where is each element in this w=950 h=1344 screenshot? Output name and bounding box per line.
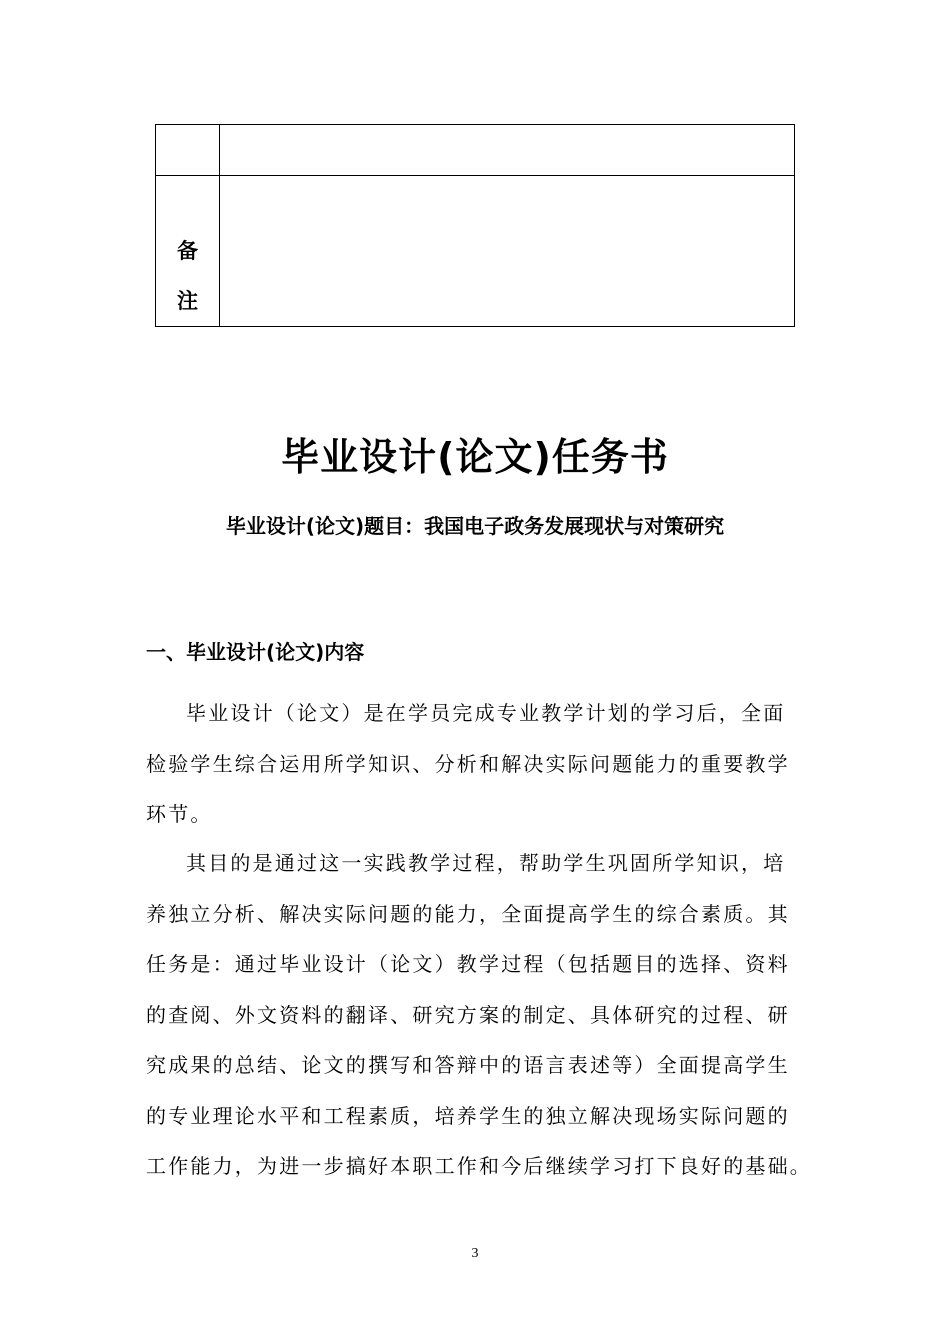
- paragraph-line: 的查阅、外文资料的翻译、研究方案的制定、具体研究的过程、研: [146, 1002, 790, 1027]
- table-row: [156, 125, 795, 176]
- table-cell-empty-content: [220, 125, 795, 176]
- paragraph: [146, 838, 812, 1192]
- paragraph-line: 毕业设计（论文）是在学员完成专业教学计划的学习后，全面: [186, 701, 786, 725]
- section-heading: 一、毕业设计(论文)内容: [146, 640, 365, 664]
- remarks-content-cell: [220, 176, 795, 327]
- table-cell-empty-label: [156, 125, 220, 176]
- paragraph-line: 工作能力，为进一步搞好本职工作和今后继续学习打下良好的基础。: [146, 1154, 812, 1178]
- thesis-topic: 毕业设计(论文)题目：我国电子政务发展现状与对策研究: [225, 514, 725, 538]
- remarks-label-char: 备: [177, 239, 198, 263]
- paragraph-line: 究成果的总结、论文的撰写和答辩中的语言表述等）全面提高学生: [146, 1053, 790, 1077]
- table-row: [156, 176, 795, 327]
- paragraph-line: 环节。: [146, 802, 213, 826]
- paragraph-line: 检验学生综合运用所学知识、分析和解决实际问题能力的重要教学: [146, 751, 790, 776]
- page-number: 3: [471, 1246, 479, 1261]
- paragraph-line: 养独立分析、解决实际问题的能力，全面提高学生的综合素质。其: [146, 901, 790, 926]
- document-title: 毕业设计(论文)任务书: [281, 435, 669, 479]
- remarks-label: [177, 226, 198, 326]
- remarks-label-char: 注: [177, 289, 198, 313]
- remarks-table: [155, 124, 795, 327]
- paragraph: [146, 688, 806, 840]
- remarks-label-cell: [156, 176, 220, 327]
- paragraph-line: 其目的是通过这一实践教学过程，帮助学生巩固所学知识，培: [186, 851, 786, 875]
- paragraph-line: 任务是：通过毕业设计（论文）教学过程（包括题目的选择、资料: [146, 952, 790, 976]
- paragraph-line: 的专业理论水平和工程素质，培养学生的独立解决现场实际问题的: [146, 1103, 790, 1128]
